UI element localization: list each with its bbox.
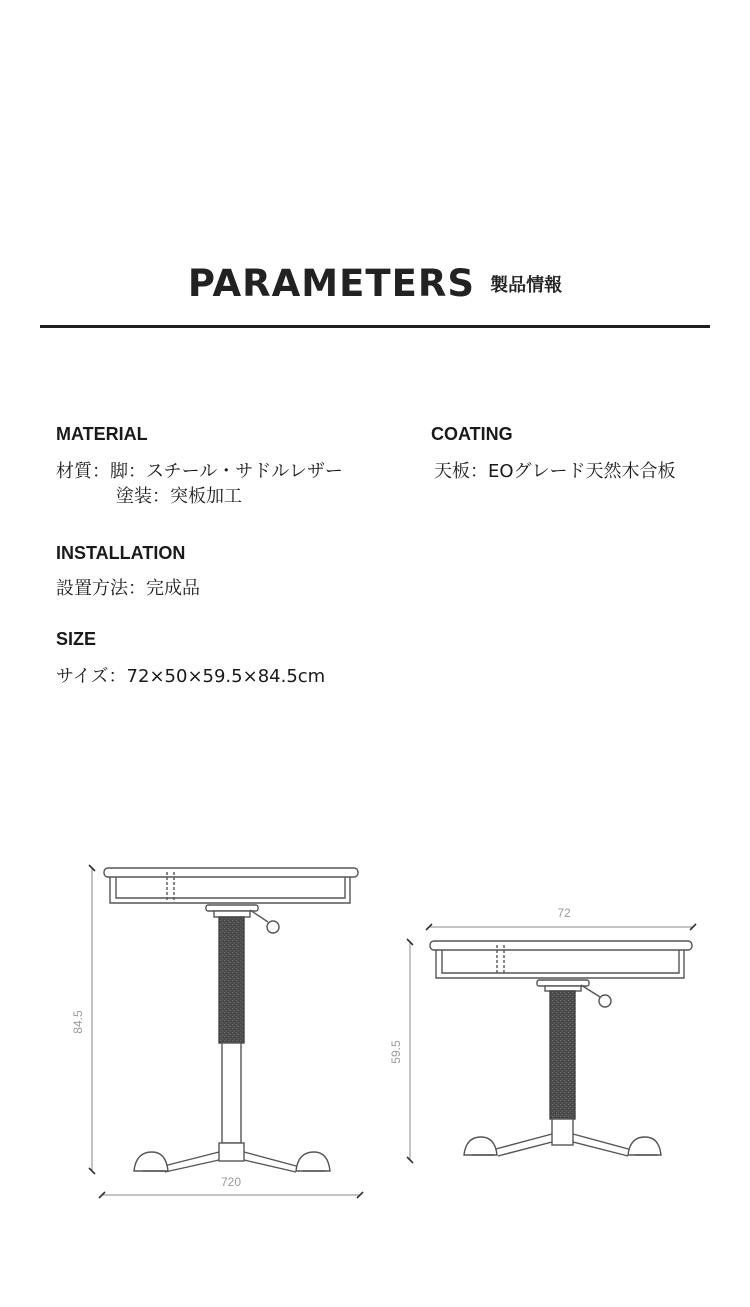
right-drawer-inner bbox=[442, 950, 679, 973]
left-base-arm-left bbox=[160, 1152, 219, 1172]
left-width-dimension bbox=[99, 1192, 363, 1198]
right-height-label: 59.5 bbox=[389, 1040, 403, 1064]
left-lever bbox=[250, 910, 268, 922]
right-leather-column bbox=[550, 991, 575, 1119]
left-base-hub bbox=[219, 1143, 244, 1161]
left-foot-right bbox=[296, 1152, 330, 1171]
material-heading: MATERIAL bbox=[56, 424, 148, 444]
left-drawer-inner bbox=[116, 877, 345, 898]
page-title: PARAMETERS bbox=[187, 262, 476, 305]
right-table-drawing bbox=[430, 941, 692, 1156]
material-line-2: 塗装：突板加工 bbox=[116, 486, 242, 507]
left-height-dimension bbox=[89, 865, 95, 1174]
right-collar bbox=[545, 986, 581, 991]
size-heading: SIZE bbox=[56, 629, 97, 649]
size-line-1: サイズ：72×50×59.5×84.5cm bbox=[56, 666, 326, 687]
right-foot-right bbox=[628, 1137, 661, 1155]
left-steel-column bbox=[222, 1043, 241, 1143]
right-width-label: 72 bbox=[557, 906, 571, 920]
left-base-arm-right bbox=[244, 1152, 300, 1172]
right-drawer bbox=[436, 950, 684, 978]
right-lever bbox=[581, 985, 600, 997]
right-lever-knob bbox=[599, 995, 611, 1007]
right-width-dimension bbox=[426, 924, 696, 930]
coating-line-1: 天板：EOグレード天然木合板 bbox=[434, 461, 676, 482]
coating-heading: COATING bbox=[431, 424, 513, 444]
right-height-dimension bbox=[407, 939, 413, 1163]
left-height-label: 84.5 bbox=[71, 1010, 85, 1034]
installation-heading: INSTALLATION bbox=[56, 543, 186, 563]
left-collar bbox=[214, 911, 250, 917]
material-line-1: 材質：脚：スチール・サドルレザー bbox=[56, 461, 343, 482]
left-width-label: 720 bbox=[220, 1175, 242, 1189]
left-foot-left bbox=[134, 1152, 168, 1171]
left-lever-knob bbox=[267, 921, 279, 933]
left-table-drawing bbox=[104, 868, 358, 1172]
right-base-arm-right bbox=[573, 1134, 632, 1156]
page-subtitle: 製品情報 bbox=[490, 274, 563, 296]
right-base-arm-left bbox=[492, 1134, 552, 1156]
left-tabletop bbox=[104, 868, 358, 877]
installation-line-1: 設置方法：完成品 bbox=[56, 578, 200, 599]
right-foot-left bbox=[464, 1137, 497, 1155]
right-tabletop bbox=[430, 941, 692, 950]
left-drawer bbox=[110, 877, 350, 903]
right-base-hub bbox=[552, 1119, 573, 1145]
left-leather-column bbox=[219, 917, 244, 1043]
